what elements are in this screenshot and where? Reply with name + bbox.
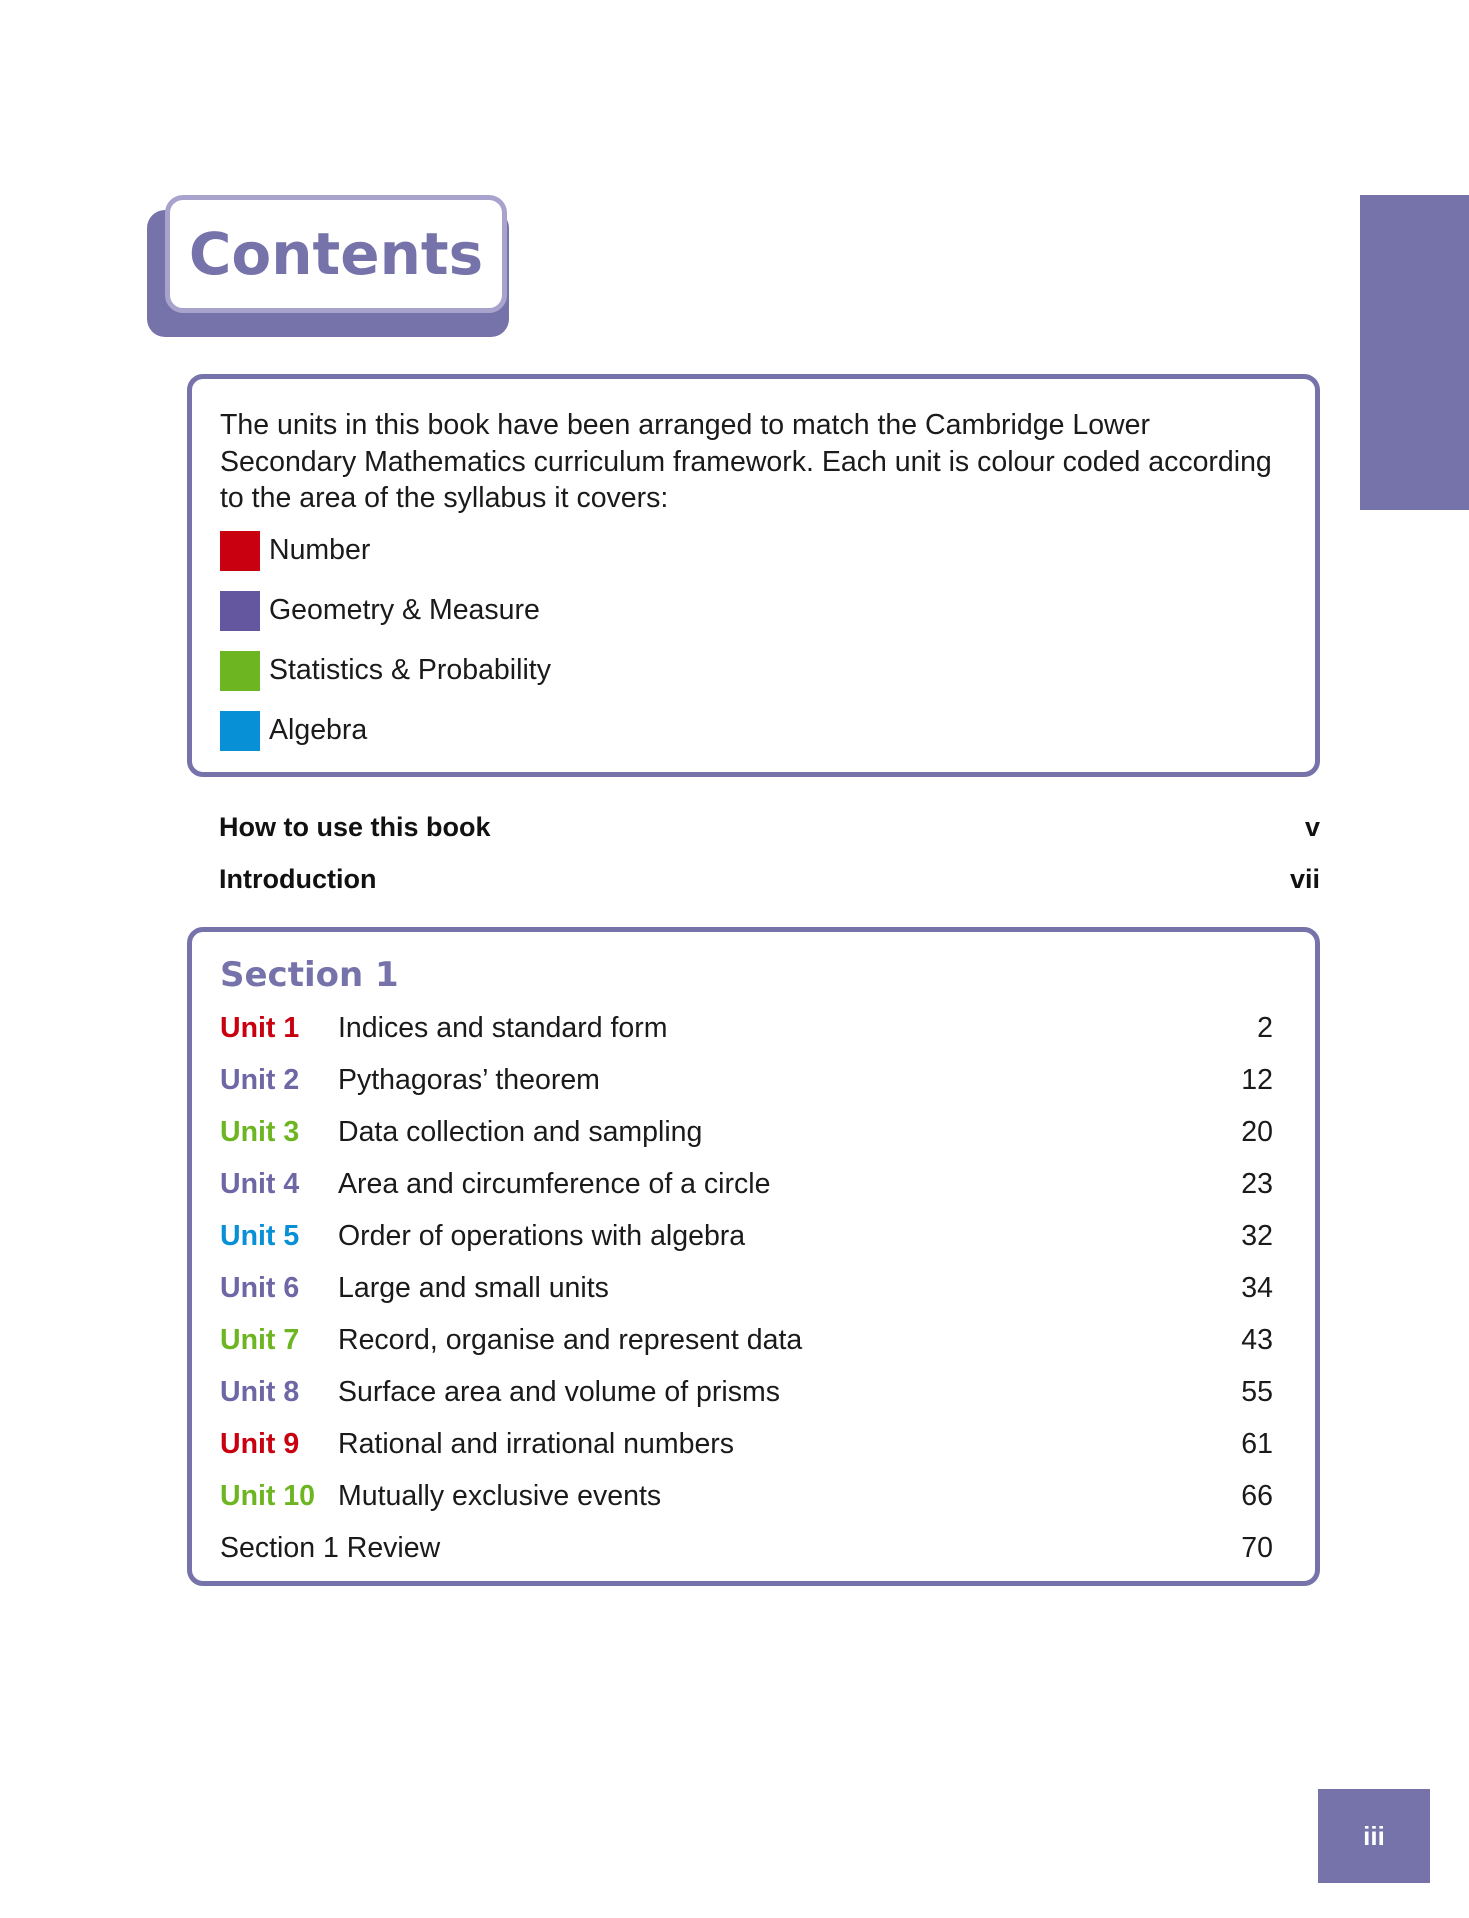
unit-page: 43: [1241, 1323, 1273, 1356]
unit-page: 23: [1241, 1167, 1273, 1200]
legend-swatch-statistics: [220, 651, 260, 691]
legend-label: Geometry & Measure: [269, 594, 540, 626]
toc-entry-page: v: [1304, 812, 1320, 842]
legend-item-statistics: [220, 651, 1285, 691]
unit-label: Unit 8: [220, 1375, 300, 1408]
section-review-row[interactable]: [220, 1522, 1273, 1574]
legend-swatch-geometry: [220, 591, 260, 631]
legend-label: Number: [269, 534, 371, 566]
unit-row-1[interactable]: [220, 1002, 1273, 1054]
page-number-badge: [1318, 1789, 1430, 1883]
unit-label: Unit 1: [220, 1011, 300, 1044]
unit-page: 32: [1241, 1219, 1273, 1252]
section-1-box: [187, 927, 1320, 1586]
unit-title: Record, organise and represent data: [338, 1323, 803, 1356]
unit-label: Unit 3: [220, 1115, 300, 1148]
unit-title: Pythagoras’ theorem: [338, 1063, 600, 1096]
unit-title: Surface area and volume of prisms: [338, 1375, 780, 1408]
unit-title: Area and circumference of a circle: [338, 1167, 771, 1200]
legend-swatch-number: [220, 531, 260, 571]
unit-label: Unit 7: [220, 1323, 300, 1356]
legend-label: Algebra: [269, 714, 368, 746]
unit-row-10[interactable]: [220, 1470, 1273, 1522]
unit-row-8[interactable]: [220, 1366, 1273, 1418]
unit-title: Order of operations with algebra: [338, 1219, 746, 1252]
legend-item-algebra: [220, 711, 1285, 751]
unit-title: Mutually exclusive events: [338, 1479, 662, 1512]
unit-page: 55: [1241, 1375, 1273, 1408]
unit-row-6[interactable]: [220, 1262, 1273, 1314]
intro-text: The units in this book have been arranged to match the Cambridge Lower Secondary Mathematics curriculum framework. Each unit is colour coded according to the area of the syllabus it covers:: [220, 409, 1272, 514]
section-title: Section 1: [220, 955, 399, 995]
page-number: iii: [1363, 1820, 1385, 1851]
legend-swatch-algebra: [220, 711, 260, 751]
legend-item-geometry: [220, 591, 1285, 631]
unit-page: 12: [1241, 1063, 1273, 1096]
unit-page: 2: [1257, 1011, 1273, 1044]
unit-row-3[interactable]: [220, 1106, 1273, 1158]
intro-box: [187, 374, 1320, 777]
unit-title: Indices and standard form: [338, 1011, 668, 1044]
toc-entry-title: How to use this book: [219, 812, 491, 842]
toc-entry-how-to-use[interactable]: [219, 812, 1320, 843]
toc-entry-title: Introduction: [219, 864, 377, 894]
review-page: 70: [1241, 1531, 1273, 1564]
unit-label: Unit 2: [220, 1063, 300, 1096]
contents-title-badge: [147, 195, 527, 337]
unit-page: 66: [1241, 1479, 1273, 1512]
unit-label: Unit 10: [220, 1479, 316, 1512]
side-tab-marker: [1360, 195, 1469, 510]
legend-label: Statistics & Probability: [269, 654, 551, 686]
unit-row-2[interactable]: [220, 1054, 1273, 1106]
colour-legend: [220, 531, 1285, 751]
unit-title: Data collection and sampling: [338, 1115, 703, 1148]
unit-row-5[interactable]: [220, 1210, 1273, 1262]
unit-row-7[interactable]: [220, 1314, 1273, 1366]
unit-label: Unit 6: [220, 1271, 300, 1304]
title-box: [165, 195, 507, 313]
unit-title: Large and small units: [338, 1271, 609, 1304]
page-title: Contents: [188, 220, 484, 288]
legend-item-number: [220, 531, 1285, 571]
unit-row-9[interactable]: [220, 1418, 1273, 1470]
unit-row-4[interactable]: [220, 1158, 1273, 1210]
unit-label: Unit 5: [220, 1219, 300, 1252]
unit-label: Unit 9: [220, 1427, 300, 1460]
review-title: Section 1 Review: [220, 1531, 441, 1564]
toc-entry-introduction[interactable]: [219, 864, 1320, 895]
unit-title: Rational and irrational numbers: [338, 1427, 735, 1460]
unit-label: Unit 4: [220, 1167, 300, 1200]
toc-entry-page: vii: [1289, 864, 1320, 894]
unit-page: 20: [1241, 1115, 1273, 1148]
unit-page: 34: [1241, 1271, 1273, 1304]
unit-page: 61: [1241, 1427, 1273, 1460]
